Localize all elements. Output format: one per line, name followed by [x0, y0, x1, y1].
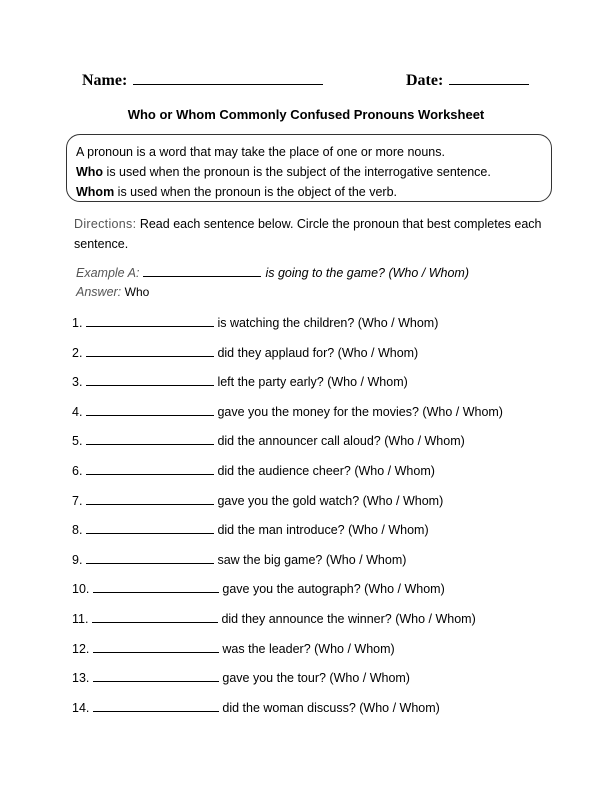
- date-label: Date:: [406, 72, 444, 89]
- question-number: 7.: [72, 494, 83, 508]
- question-number: 4.: [72, 405, 83, 419]
- question-item: [72, 433, 465, 448]
- question-number: 3.: [72, 375, 83, 389]
- question-number: 8.: [72, 523, 83, 537]
- date-field: [406, 70, 529, 90]
- answer-blank[interactable]: [86, 374, 214, 386]
- question-number: 10.: [72, 582, 90, 596]
- answer-value: Who: [124, 285, 150, 299]
- question-item: [72, 374, 408, 389]
- question-item: [72, 404, 503, 419]
- question-item: [72, 463, 435, 478]
- question-text: did the announcer call aloud? (Who / Whom): [217, 434, 465, 448]
- answer-blank[interactable]: [86, 315, 214, 327]
- question-item: [72, 641, 395, 656]
- question-text: saw the big game? (Who / Whom): [217, 553, 407, 567]
- answer-blank[interactable]: [86, 345, 214, 357]
- example-sentence: is going to the game? (Who / Whom): [265, 266, 470, 280]
- question-item: [72, 611, 476, 626]
- answer-blank[interactable]: [86, 522, 214, 534]
- example-blank: [143, 265, 261, 277]
- question-text: gave you the autograph? (Who / Whom): [222, 582, 445, 596]
- worksheet-title: Who or Whom Commonly Confused Pronouns Worksheet: [127, 107, 485, 122]
- question-item: [72, 522, 429, 537]
- answer-blank[interactable]: [86, 463, 214, 475]
- question-number: 9.: [72, 553, 83, 567]
- question-item: [72, 345, 418, 360]
- question-number: 5.: [72, 434, 83, 448]
- whom-definition: is used when the pronoun is the object of the verb.: [114, 185, 398, 199]
- question-number: 6.: [72, 464, 83, 478]
- question-text: did the man introduce? (Who / Whom): [217, 523, 429, 537]
- definition-line-1: A pronoun is a word that may take the place of one or more nouns.: [76, 145, 445, 159]
- question-item: [72, 581, 445, 596]
- definition-line-2: [76, 162, 542, 182]
- question-item: [72, 552, 406, 567]
- question-number: 13.: [72, 671, 90, 685]
- question-number: 12.: [72, 642, 90, 656]
- example-answer: [76, 285, 149, 299]
- question-text: did the audience cheer? (Who / Whom): [217, 464, 435, 478]
- question-text: did they announce the winner? (Who / Whom): [221, 612, 476, 626]
- question-text: gave you the tour? (Who / Whom): [222, 671, 410, 685]
- directions: [74, 214, 544, 254]
- directions-label: Directions:: [74, 217, 137, 231]
- question-text: did the woman discuss? (Who / Whom): [222, 701, 440, 715]
- question-number: 2.: [72, 346, 83, 360]
- question-number: 11.: [72, 612, 89, 626]
- who-term: Who: [76, 165, 104, 179]
- definition-line-3: [76, 182, 542, 202]
- name-blank[interactable]: [133, 70, 323, 85]
- answer-blank[interactable]: [86, 493, 214, 505]
- answer-label: Answer:: [76, 285, 122, 299]
- name-field: [82, 70, 323, 90]
- whom-term: Whom: [76, 185, 115, 199]
- question-item: [72, 700, 440, 715]
- question-text: is watching the children? (Who / Whom): [217, 316, 439, 330]
- answer-blank[interactable]: [93, 581, 219, 593]
- who-definition: is used when the pronoun is the subject of the interrogative sentence.: [103, 165, 491, 179]
- question-text: gave you the money for the movies? (Who / Whom): [217, 405, 503, 419]
- directions-text: Read each sentence below. Circle the pronoun that best completes each sentence.: [74, 217, 542, 251]
- name-label: Name:: [82, 72, 128, 89]
- answer-blank[interactable]: [93, 641, 219, 653]
- answer-blank[interactable]: [92, 611, 218, 623]
- question-item: [72, 670, 410, 685]
- question-text: gave you the gold watch? (Who / Whom): [217, 494, 444, 508]
- answer-blank[interactable]: [93, 700, 219, 712]
- question-item: [72, 315, 438, 330]
- answer-blank[interactable]: [86, 433, 214, 445]
- question-number: 1.: [72, 316, 83, 330]
- answer-blank[interactable]: [86, 552, 214, 564]
- definition-box: [66, 134, 552, 202]
- question-text: left the party early? (Who / Whom): [217, 375, 408, 389]
- example-a: [76, 265, 469, 280]
- question-text: was the leader? (Who / Whom): [222, 642, 395, 656]
- answer-blank[interactable]: [93, 670, 219, 682]
- example-label: Example A:: [76, 266, 140, 280]
- question-text: did they applaud for? (Who / Whom): [217, 346, 419, 360]
- question-item: [72, 493, 443, 508]
- question-number: 14.: [72, 701, 90, 715]
- date-blank[interactable]: [449, 70, 529, 85]
- answer-blank[interactable]: [86, 404, 214, 416]
